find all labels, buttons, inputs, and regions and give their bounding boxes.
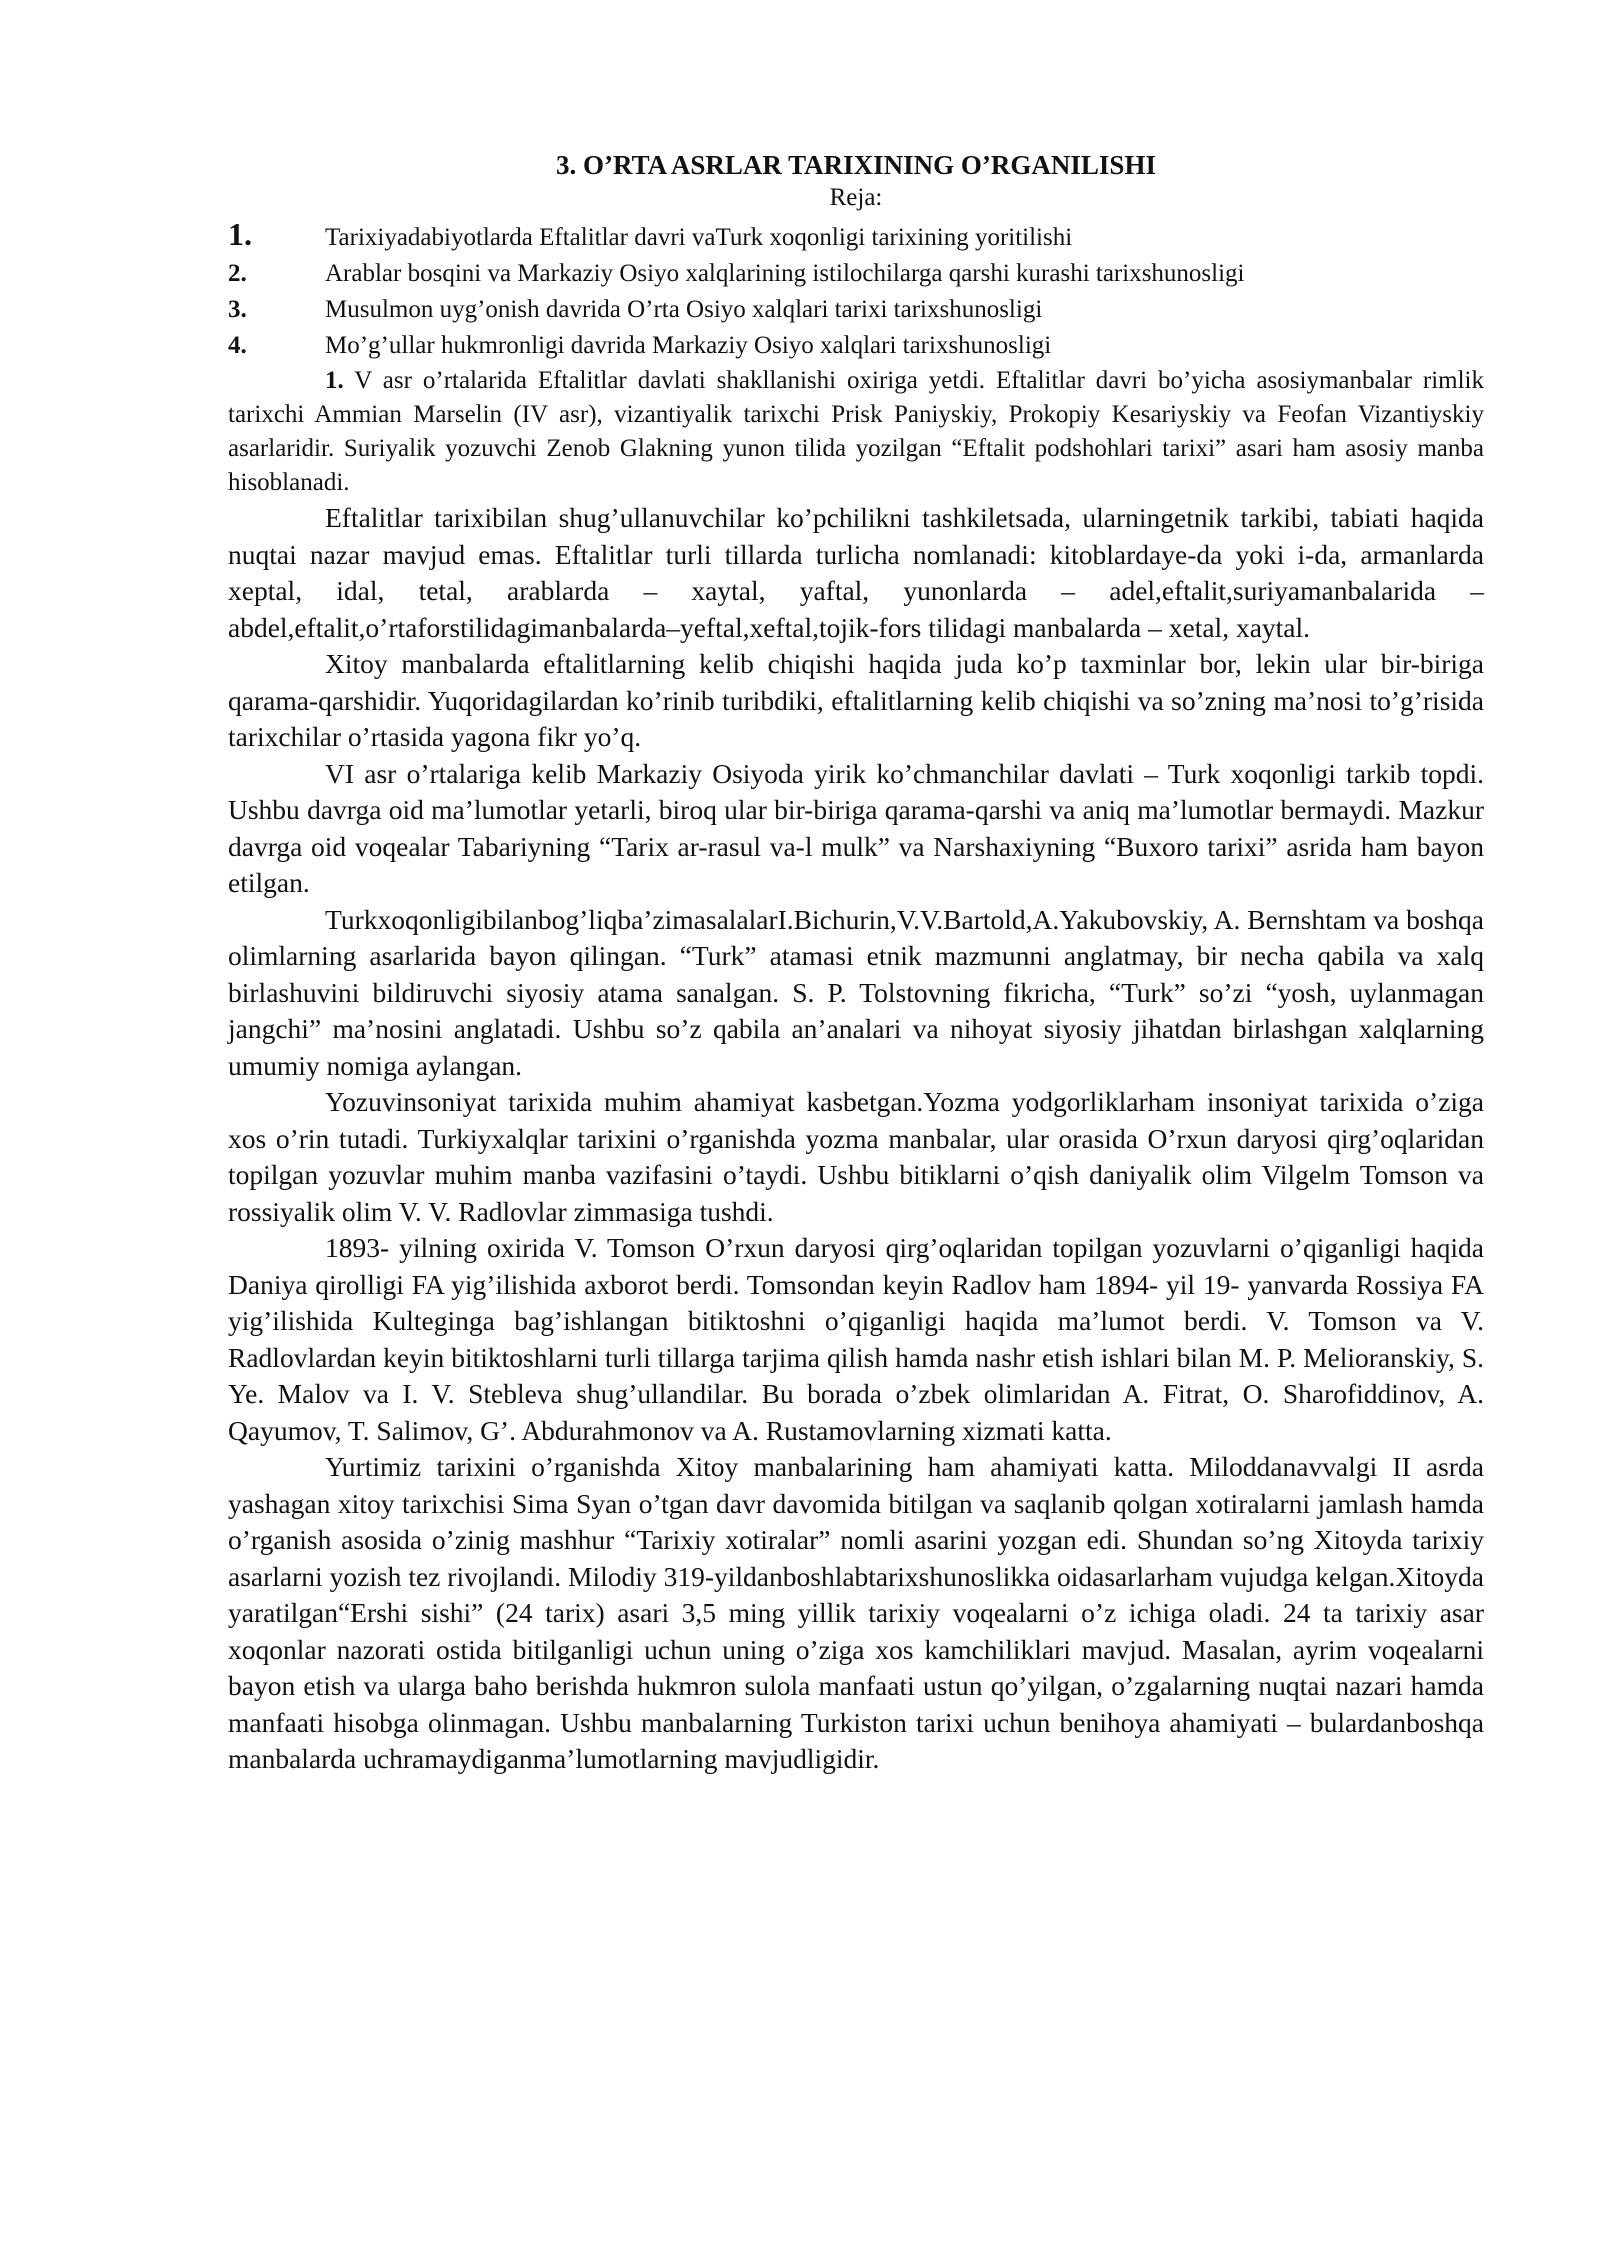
plan-list bbox=[228, 216, 1484, 364]
section-number: 1. bbox=[325, 367, 344, 394]
body-paragraph: 1893- yilning oxirida V. Tomson O’rxun daryosi qirg’oqlaridan topilgan yozuvlarni o’qiganligi haqida Daniya qirolligi FA yig’ilishida axborot berdi. Tomsondan keyin Radlov ham 1894- yil 19- yanvarda Rossiya FA yig’ilishida Kulteginga bag’ishlangan bitiktoshni o’qiganligi haqida ma’lumot berdi. V. Tomson va V. Radlovlardan keyin bitiktoshlarni turli tillarga tarjima qilish hamda nashr etish ishlari bilan M. P. Melioranskiy, S. Ye. Malov va I. V. Stebleva shug’ullandilar. Bu borada o’zbek olimlaridan A. Fitrat, O. Sharofiddinov, A. Qayumov, T. Salimov, G’. Abdurahmonov va A. Rustamovlarning xizmati katta. bbox=[228, 1232, 1484, 1446]
plan-item-text: Tarixiyadabiyotlarda Eftalitlar davri vaTurk xoqonligi tarixining yoritilishi bbox=[325, 224, 1073, 251]
document-page bbox=[228, 148, 1484, 1778]
plan-item-text: Mo’g’ullar hukmronligi davrida Markaziy Osiyo xalqlari tarixshunosligi bbox=[325, 332, 1052, 359]
page-title: 3. O’RTA ASRLAR TARIXINING O’RGANILISHI bbox=[556, 150, 1156, 180]
body-paragraph: Eftalitlar tarixibilan shug’ullanuvchilar ko’pchilikni tashkiletsada, ularningetnik tarkibi, tabiati haqida nuqtai nazar mavjud emas. Eftalitlar turli tillarda turlicha nomlanadi: kitoblardaye-da yoki i-da, armanlarda xeptal, idal, tetal, arablarda – xaytal, yaftal, yunonlarda – adel,eftalit,suriyamanbalarida –abdel,eftalit,o’rtaforstilidagimanbalarda–yeftal,xeftal,tojik-fors tilidagi manbalarda – xetal, xaytal. bbox=[228, 502, 1484, 643]
paragraph-text: V asr o’rtalarida Eftalitlar davlati shakllanishi oxiriga yetdi. Eftalitlar davri bo’yicha asosiymanbalar rimlik tarixchi Ammian Marselin (IV asr), vizantiyalik tarixchi Prisk Paniyskiy, Prokopiy Kesariyskiy va Feofan Vizantiyskiy asarlaridir. Suriyalik yozuvchi Zenob Glakning yunon tilida yozilgan “Eftalit podshohlari tarixi” asari ham asosiy manba hisoblanadi. bbox=[228, 367, 1484, 496]
plan-item-text: Musulmon uyg’onish davrida O’rta Osiyo xalqlari tarixi tarixshunosligi bbox=[325, 296, 1043, 323]
plan-item-text: Arablar bosqini va Markaziy Osiyo xalqlarining istilochilarga qarshi kurashi tarixshunosligi bbox=[325, 260, 1245, 287]
body-paragraph-intro bbox=[228, 364, 1484, 500]
body-paragraph: Yozuvinsoniyat tarixida muhim ahamiyat kasbetgan.Yozma yodgorliklarham insoniyat tarixida o’ziga xos o’rin tutadi. Turkiyxalqlar tarixini o’rganishda yozma manbalar, ular orasida O’rxun daryosi qirg’oqlaridan topilgan yozuvlar muhim manba vazifasini o’taydi. Ushbu bitiklarni o’qish daniyalik olim Vilgelm Tomson va rossiyalik olim V. V. Radlovlar zimmasiga tushdi. bbox=[228, 1086, 1484, 1227]
body-paragraph: Turkxoqonligibilanbog’liqba’zimasalalarI.Bichurin,V.V.Bartold,A.Yakubovskiy, A. Bernshtam va boshqa olimlarning asarlarida bayon qilingan. “Turk” atamasi etnik mazmunni anglatmay, bir necha qabila va xalq birlashuvini bildiruvchi siyosiy atama sanalgan. S. P. Tolstovning fikricha, “Turk” so’zi “yosh, uylanmagan jangchi” ma’nosini anglatadi. Ushbu so’z qabila an’analari va nihoyat siyosiy jihatdan birlashgan xalqlarning umumiy nomiga aylangan. bbox=[228, 903, 1484, 1081]
plan-item bbox=[228, 216, 1484, 256]
body-paragraph: VI asr o’rtalariga kelib Markaziy Osiyoda yirik ko’chmanchilar davlati – Turk xoqonligi tarkib topdi. Ushbu davrga oid ma’lumotlar yetarli, biroq ular bir-biriga qarama-qarshi va aniq ma’lumotlar bermaydi. Mazkur davrga oid voqealar Tabariyning “Tarix ar-rasul va-l mulk” va Narshaxiyning “Buxoro tarixi” asrida ham bayon etilgan. bbox=[228, 757, 1484, 898]
plan-heading: Reja: bbox=[829, 184, 883, 211]
plan-item bbox=[228, 256, 1484, 292]
plan-item-number: 3. bbox=[228, 296, 247, 323]
plan-item-number: 1. bbox=[228, 216, 252, 252]
plan-item bbox=[228, 328, 1484, 364]
plan-item-number: 2. bbox=[228, 260, 247, 287]
body-paragraph: Yurtimiz tarixini o’rganishda Xitoy manbalarining ham ahamiyati katta. Miloddanavvalgi II asrda yashagan xitoy tarixchisi Sima Syan o’tgan davr davomida bitilgan va saqlanib qolgan xotiralarni jamlash hamda o’rganish asosida o’zinig mashhur “Tarixiy xotiralar” nomli asarini yozgan edi. Shundan so’ng Xitoyda tarixiy asarlarni yozish tez rivojlandi. Milodiy 319-yildanboshlabtarixshunoslikka oidasarlarham vujudga kelgan.Xitoyda yaratilgan“Ershi sishi” (24 tarix) asari 3,5 ming yillik tarixiy voqealarni o’z ichiga oladi. 24 ta tarixiy asar xoqonlar nazorati ostida bitilganligi uchun uning o’ziga xos kamchiliklari mavjud. Masalan, ayrim voqealarni bayon etish va ularga baho berishda hukmron sulola manfaati ustun qo’yilgan, o’zgalarning nuqtai nazari hamda manfaati hisobga olinmagan. Ushbu manbalarning Turkiston tarixi uchun benihoya ahamiyati – bulardanboshqa manbalarda uchramaydiganma’lumotlarning mavjudligidir. bbox=[228, 1451, 1484, 1774]
plan-item-number: 4. bbox=[228, 332, 247, 359]
plan-item bbox=[228, 292, 1484, 328]
body-paragraph: Xitoy manbalarda eftalitlarning kelib chiqishi haqida juda ko’p taxminlar bor, lekin ular bir-biriga qarama-qarshidir. Yuqoridagilardan ko’rinib turibdiki, eftalitlarning kelib chiqishi va so’zning ma’nosi to’g’risida tarixchilar o’rtasida yagona fikr yo’q. bbox=[228, 648, 1484, 752]
